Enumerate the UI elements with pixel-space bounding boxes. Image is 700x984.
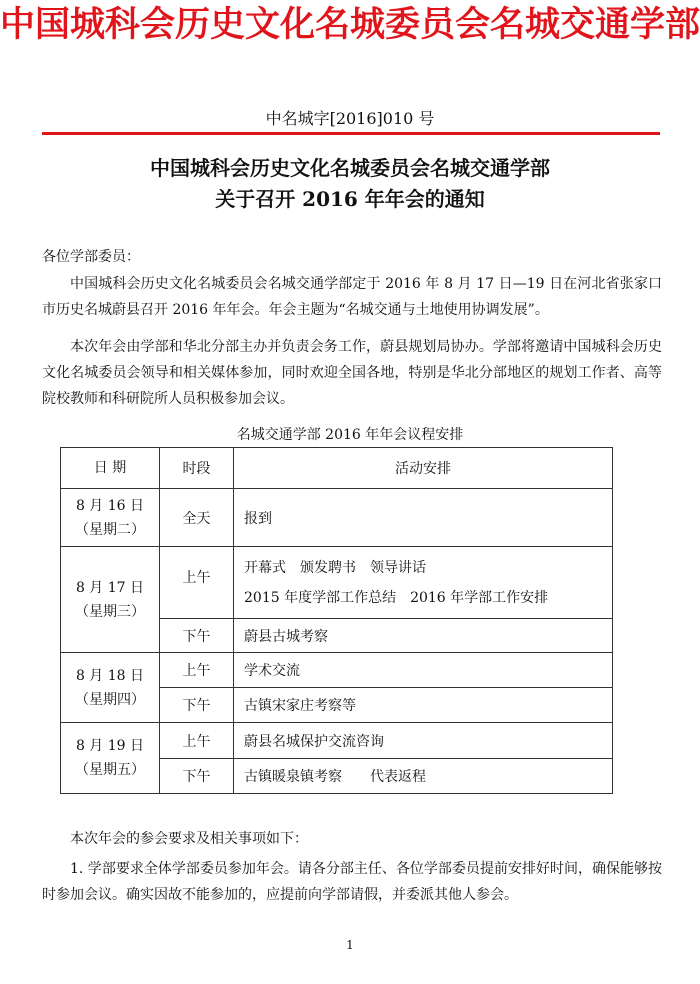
paragraph-requirement-1: 1. 学部要求全体学部委员参加年会。请各分部主任、各位学部委员提前安排好时间，确保能够按时参加会议。确实因故不能参加的，应提前向学部请假，并委派其他人参会。	[42, 861, 662, 903]
table-row	[61, 547, 613, 619]
table-row	[61, 489, 613, 547]
date-text: 8 月 16 日	[75, 497, 145, 514]
weekday-text: （星期二）	[75, 521, 145, 538]
slot-cell: 下午	[160, 619, 234, 653]
table-row	[61, 653, 613, 688]
red-divider-line	[42, 132, 660, 135]
notice-title-line-1: 中国城科会历史文化名城委员会名城交通学部	[150, 156, 550, 180]
date-text: 8 月 18 日	[75, 667, 145, 684]
document-number: 中名城字[2016]010 号	[265, 109, 435, 128]
date-cell	[61, 489, 160, 547]
header-activity: 活动安排	[234, 448, 613, 489]
slot-cell: 上午	[160, 653, 234, 688]
header-slot: 时段	[160, 448, 234, 489]
date-cell	[61, 653, 160, 723]
table-caption: 名城交通学部 2016 年年会议程安排	[236, 427, 464, 443]
letterhead-title: 中国城科会历史文化名城委员会名城交通学部	[0, 5, 700, 45]
activity-cell: 蔚县名城保护交流咨询	[234, 723, 613, 759]
activity-cell: 古镇暖泉镇考察 代表返程	[234, 759, 613, 794]
paragraph-requirements-intro: 本次年会的参会要求及相关事项如下：	[70, 831, 308, 847]
table-row	[61, 723, 613, 759]
schedule-table	[60, 447, 613, 794]
paragraph-organizers: 本次年会由学部和华北分部主办并负责会务工作，蔚县规划局协办。学部将邀请中国城科会历史文化名城委员会领导和相关媒体参加，同时欢迎全国各地，特别是华北分部地区的规划工作者、高等院校教师和科研院所人员积极参加会议。	[42, 339, 662, 407]
activity-cell	[234, 547, 613, 619]
weekday-text: （星期三）	[75, 603, 145, 620]
activity-line: 2015 年度学部工作总结 2016 年学部工作安排	[244, 589, 549, 606]
slot-cell: 下午	[160, 759, 234, 794]
date-cell	[61, 723, 160, 794]
slot-cell: 上午	[160, 547, 234, 619]
weekday-text: （星期四）	[75, 691, 145, 708]
salutation: 各位学部委员：	[42, 249, 140, 265]
activity-cell: 学术交流	[234, 653, 613, 688]
date-text: 8 月 17 日	[75, 579, 145, 596]
slot-cell: 下午	[160, 688, 234, 723]
page-number: 1	[346, 938, 354, 952]
table-header-row	[61, 448, 613, 489]
date-cell	[61, 547, 160, 653]
activity-cell: 蔚县古城考察	[234, 619, 613, 653]
weekday-text: （星期五）	[75, 762, 145, 778]
slot-cell: 全天	[160, 489, 234, 547]
activity-cell: 报到	[234, 489, 613, 547]
paragraph-intro: 中国城科会历史文化名城委员会名城交通学部定于 2016 年 8 月 17 日—19 日在河北省张家口市历史名城蔚县召开 2016 年年会。年会主题为“名城交通与土地使用协调发展”。	[42, 276, 662, 318]
notice-title-line-2: 关于召开 2016 年年会的通知	[215, 187, 485, 211]
slot-cell: 上午	[160, 723, 234, 759]
date-text: 8 月 19 日	[75, 738, 145, 754]
activity-line: 开幕式 颁发聘书 领导讲话	[244, 559, 426, 576]
header-date: 日 期	[61, 448, 160, 489]
activity-cell: 古镇宋家庄考察等	[234, 688, 613, 723]
